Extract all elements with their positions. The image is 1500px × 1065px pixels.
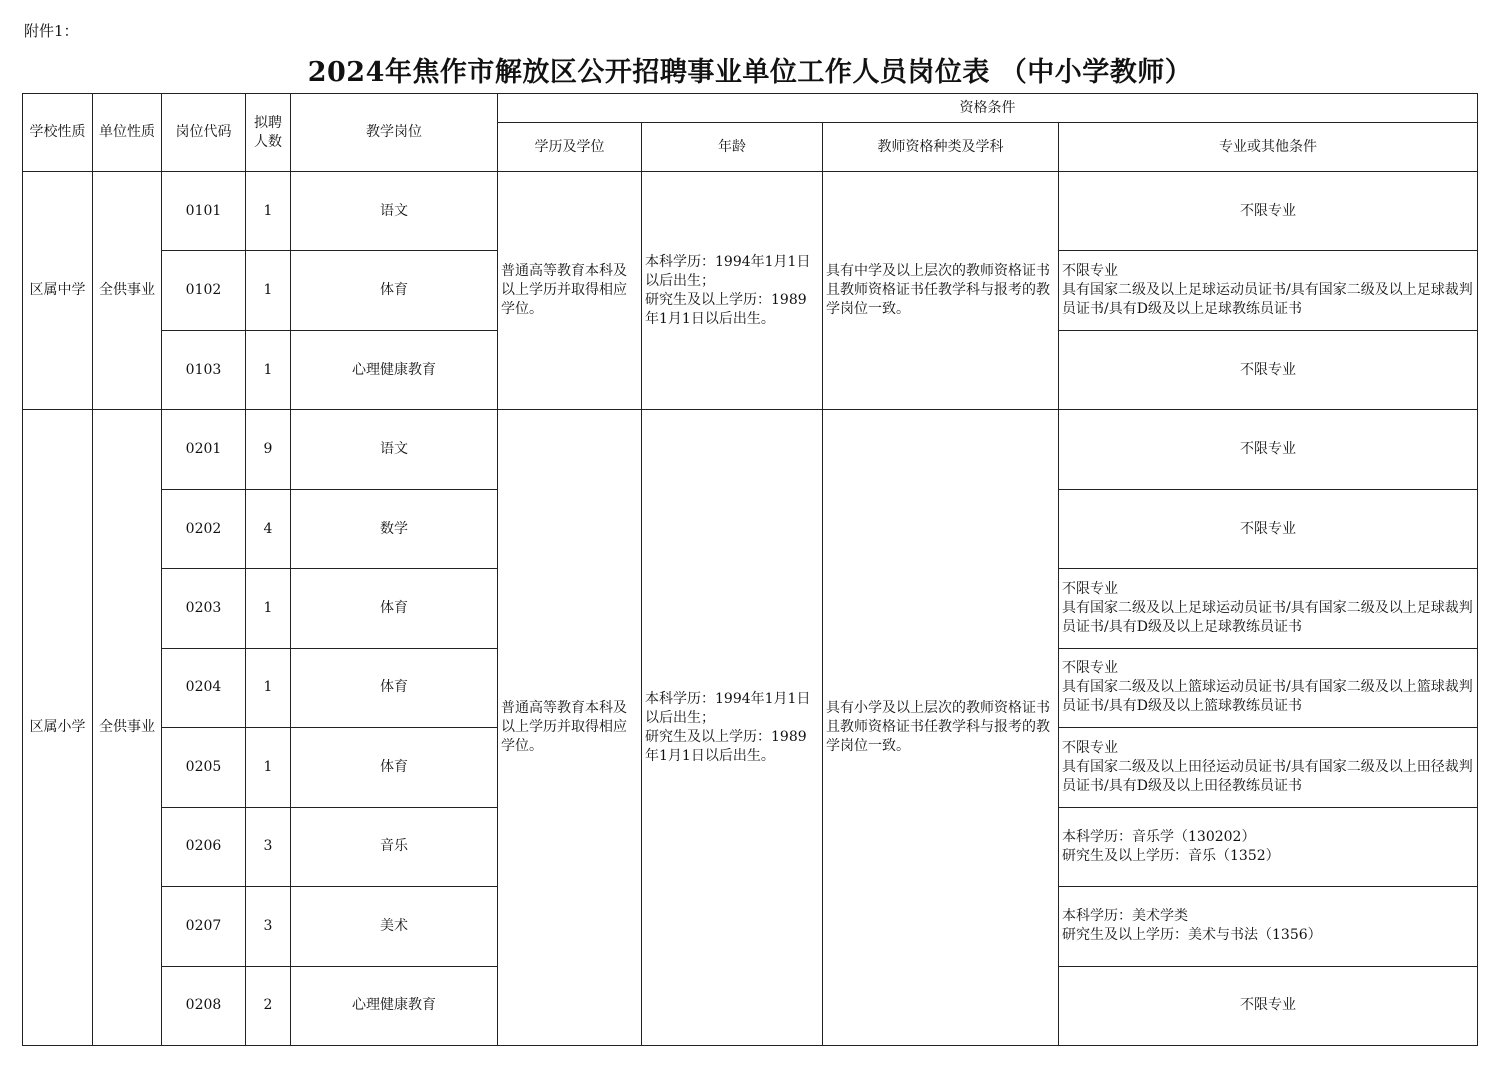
count-cell: 1: [246, 172, 291, 251]
count-cell: 1: [246, 251, 291, 330]
teacher-cert-cell: 具有中学及以上层次的教师资格证书且教师资格证书任教学科与报考的教学岗位一致。: [823, 172, 1059, 410]
age-cell: 本科学历：1994年1月1日以后出生； 研究生及以上学历：1989年1月1日以后出生。: [642, 410, 823, 1046]
unit-type-cell: 全供事业: [93, 410, 162, 1046]
positions-table: [22, 93, 1478, 1046]
major-cell: 本科学历：音乐学（130202） 研究生及以上学历：音乐（1352）: [1059, 807, 1478, 886]
major-cell: 不限专业: [1059, 172, 1478, 251]
post-code-cell: 0103: [162, 330, 246, 409]
count-cell: 1: [246, 728, 291, 807]
post-code-cell: 0207: [162, 887, 246, 966]
major-cell: 本科学历：美术学类 研究生及以上学历：美术与书法（1356）: [1059, 887, 1478, 966]
teaching-post-cell: 数学: [291, 489, 498, 568]
teaching-post-cell: 体育: [291, 728, 498, 807]
teaching-post-cell: 语文: [291, 172, 498, 251]
table-row: [23, 172, 1478, 251]
post-code-cell: 0101: [162, 172, 246, 251]
count-cell: 4: [246, 489, 291, 568]
count-cell: 1: [246, 330, 291, 409]
header-education: 学历及学位: [498, 123, 642, 172]
teaching-post-cell: 心理健康教育: [291, 330, 498, 409]
post-code-cell: 0205: [162, 728, 246, 807]
header-unit-type: 单位性质: [93, 94, 162, 172]
major-cell: 不限专业 具有国家二级及以上篮球运动员证书/具有国家二级及以上篮球裁判员证书/具有D级及以上篮球教练员证书: [1059, 648, 1478, 727]
major-cell: 不限专业 具有国家二级及以上足球运动员证书/具有国家二级及以上足球裁判员证书/具有D级及以上足球教练员证书: [1059, 251, 1478, 330]
header-post-code: 岗位代码: [162, 94, 246, 172]
count-cell: 3: [246, 887, 291, 966]
header-qualifications: 资格条件: [498, 94, 1478, 123]
count-cell: 1: [246, 648, 291, 727]
header-age: 年龄: [642, 123, 823, 172]
header-teacher-cert: 教师资格种类及学科: [823, 123, 1059, 172]
post-code-cell: 0206: [162, 807, 246, 886]
post-code-cell: 0203: [162, 569, 246, 648]
major-cell: 不限专业: [1059, 410, 1478, 489]
school-type-cell: 区属小学: [23, 410, 93, 1046]
post-code-cell: 0204: [162, 648, 246, 727]
attachment-label: 附件1：: [24, 22, 79, 40]
major-cell: 不限专业: [1059, 330, 1478, 409]
major-cell: 不限专业 具有国家二级及以上田径运动员证书/具有国家二级及以上田径裁判员证书/具有D级及以上田径教练员证书: [1059, 728, 1478, 807]
teaching-post-cell: 语文: [291, 410, 498, 489]
major-cell: 不限专业: [1059, 966, 1478, 1045]
post-code-cell: 0208: [162, 966, 246, 1045]
count-cell: 2: [246, 966, 291, 1045]
teaching-post-cell: 体育: [291, 569, 498, 648]
teaching-post-cell: 美术: [291, 887, 498, 966]
teaching-post-cell: 体育: [291, 251, 498, 330]
age-cell: 本科学历：1994年1月1日以后出生； 研究生及以上学历：1989年1月1日以后出生。: [642, 172, 823, 410]
education-cell: 普通高等教育本科及以上学历并取得相应学位。: [498, 172, 642, 410]
major-cell: 不限专业: [1059, 489, 1478, 568]
teaching-post-cell: 心理健康教育: [291, 966, 498, 1045]
header-school-type: 学校性质: [23, 94, 93, 172]
teacher-cert-cell: 具有小学及以上层次的教师资格证书且教师资格证书任教学科与报考的教学岗位一致。: [823, 410, 1059, 1046]
post-code-cell: 0202: [162, 489, 246, 568]
header-teaching-post: 教学岗位: [291, 94, 498, 172]
header-major: 专业或其他条件: [1059, 123, 1478, 172]
teaching-post-cell: 音乐: [291, 807, 498, 886]
school-type-cell: 区属中学: [23, 172, 93, 410]
count-cell: 1: [246, 569, 291, 648]
table-row: [23, 410, 1478, 489]
major-cell: 不限专业 具有国家二级及以上足球运动员证书/具有国家二级及以上足球裁判员证书/具有D级及以上足球教练员证书: [1059, 569, 1478, 648]
count-cell: 9: [246, 410, 291, 489]
count-cell: 3: [246, 807, 291, 886]
post-code-cell: 0102: [162, 251, 246, 330]
education-cell: 普通高等教育本科及以上学历并取得相应学位。: [498, 410, 642, 1046]
page-title: 2024年焦作市解放区公开招聘事业单位工作人员岗位表 （中小学教师）: [307, 57, 1193, 88]
header-count: 拟聘 人数: [246, 94, 291, 172]
teaching-post-cell: 体育: [291, 648, 498, 727]
post-code-cell: 0201: [162, 410, 246, 489]
unit-type-cell: 全供事业: [93, 172, 162, 410]
